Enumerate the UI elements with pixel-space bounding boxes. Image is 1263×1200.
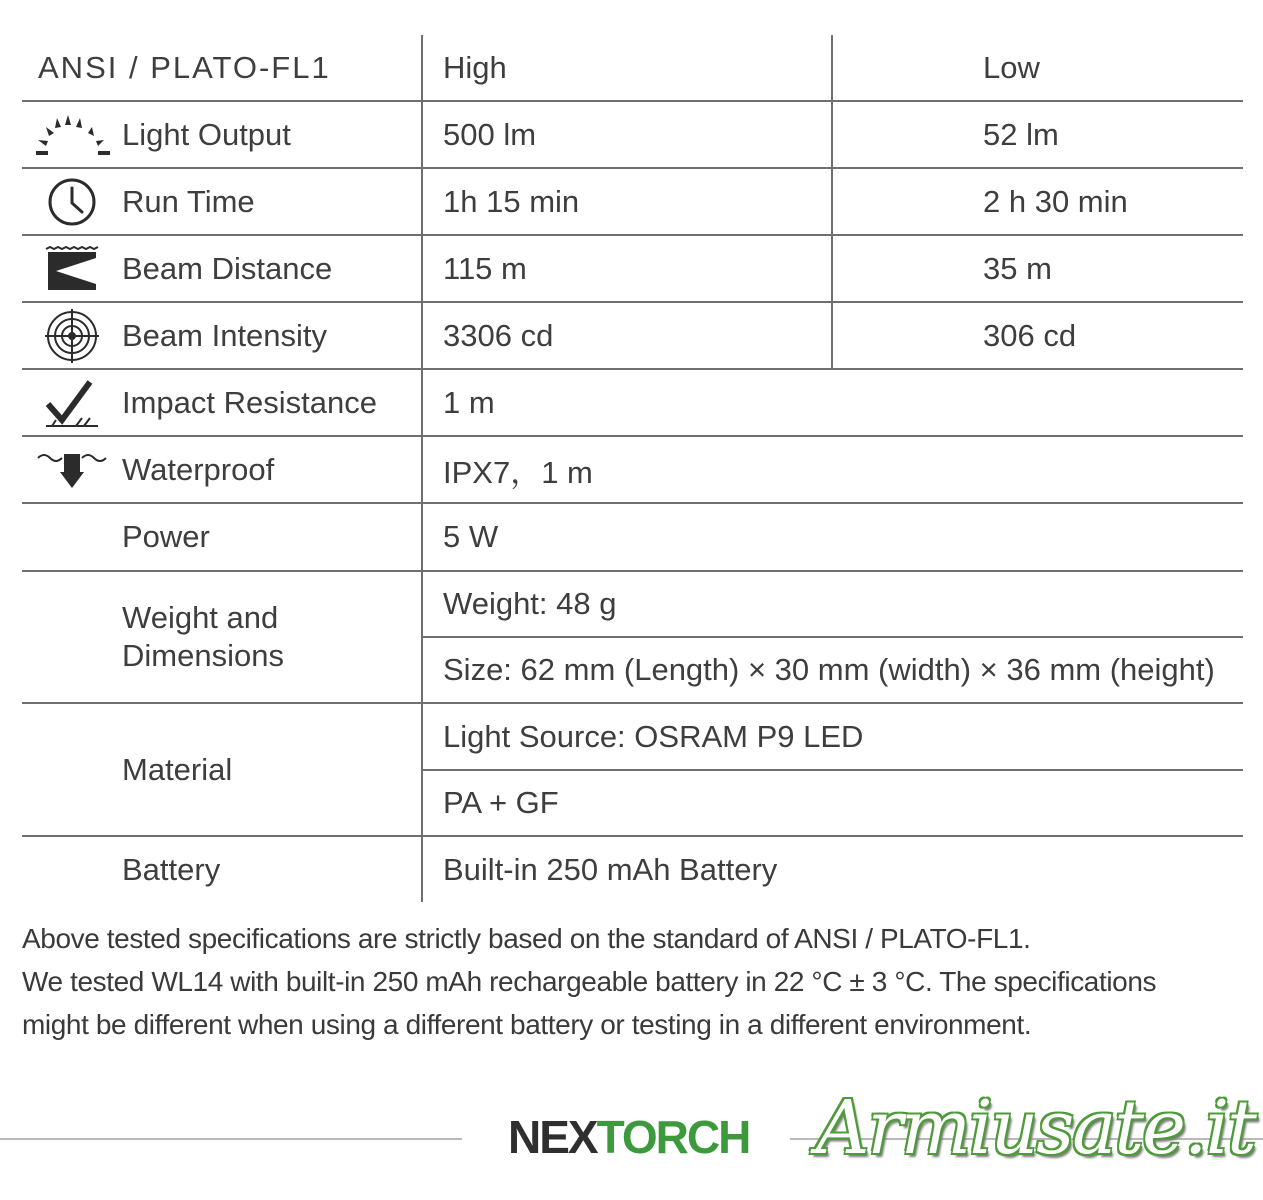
row-label: Weight and Dimensions bbox=[122, 600, 284, 673]
impact-check-icon bbox=[22, 373, 122, 433]
row-material bbox=[22, 703, 1243, 770]
row-label: Run Time bbox=[122, 183, 255, 219]
weight-value: Weight: 48 g bbox=[422, 571, 1243, 637]
row-waterproof bbox=[22, 436, 1243, 503]
divider-left bbox=[0, 1138, 462, 1140]
row-power bbox=[22, 503, 1243, 571]
target-icon bbox=[22, 306, 122, 366]
row-label: Waterproof bbox=[122, 451, 275, 487]
row-light-output bbox=[22, 101, 1243, 168]
low-value: 306 cd bbox=[832, 302, 1243, 369]
row-impact-resistance bbox=[22, 369, 1243, 436]
water-drop-icon bbox=[22, 440, 122, 500]
row-label: Power bbox=[122, 519, 210, 554]
row-label: Battery bbox=[122, 851, 221, 887]
row-beam-intensity bbox=[22, 302, 1243, 369]
table-header-row bbox=[22, 35, 1243, 101]
value: Built-in 250 mAh Battery bbox=[422, 836, 1243, 902]
high-value: 3306 cd bbox=[422, 302, 832, 369]
row-label: Beam Intensity bbox=[122, 317, 328, 353]
brand-logo bbox=[508, 1110, 749, 1164]
value: 5 W bbox=[422, 503, 1243, 571]
clock-icon bbox=[22, 172, 122, 232]
note-line: We tested WL14 with built-in 250 mAh rechargeable battery in 22 °C ± 3 °C. The specifications bbox=[22, 966, 1157, 997]
size-value: Size: 62 mm (Length) × 30 mm (width) × 36 mm (height) bbox=[422, 637, 1243, 703]
beam-distance-icon bbox=[22, 239, 122, 299]
light-burst-icon bbox=[22, 105, 122, 165]
value: 1 m bbox=[422, 369, 1243, 436]
high-value: 500 lm bbox=[422, 101, 832, 168]
light-source-value: Light Source: OSRAM P9 LED bbox=[422, 703, 1243, 770]
brand-logo-part2: TORCH bbox=[596, 1111, 750, 1163]
test-notes bbox=[22, 917, 1252, 1046]
row-weight-dimensions bbox=[22, 571, 1243, 637]
low-value: 52 lm bbox=[832, 101, 1243, 168]
row-beam-distance bbox=[22, 235, 1243, 302]
row-label: Light Output bbox=[122, 116, 291, 152]
standard-label: ANSI / PLATO-FL1 bbox=[22, 35, 422, 101]
high-header: High bbox=[422, 35, 832, 101]
low-header: Low bbox=[983, 49, 1040, 85]
note-line: might be different when using a different battery or testing in a different environment. bbox=[22, 1009, 1032, 1040]
brand-logo-part1: NEX bbox=[508, 1111, 597, 1163]
high-value: 1h 15 min bbox=[422, 168, 832, 235]
low-value: 2 h 30 min bbox=[832, 168, 1243, 235]
note-line: Above tested specifications are strictly based on the standard of ANSI / PLATO-FL1. bbox=[22, 923, 1031, 954]
row-label: Impact Resistance bbox=[122, 384, 377, 420]
row-run-time bbox=[22, 168, 1243, 235]
high-value: 115 m bbox=[422, 235, 832, 302]
row-battery bbox=[22, 836, 1243, 902]
low-value: 35 m bbox=[832, 235, 1243, 302]
row-label: Beam Distance bbox=[122, 250, 333, 286]
watermark: Armiusate.it bbox=[816, 1085, 1255, 1171]
value: IPX7，1 m bbox=[422, 436, 1243, 503]
spec-table bbox=[22, 35, 1243, 902]
material-value: PA + GF bbox=[422, 770, 1243, 836]
row-label: Material bbox=[122, 751, 233, 787]
